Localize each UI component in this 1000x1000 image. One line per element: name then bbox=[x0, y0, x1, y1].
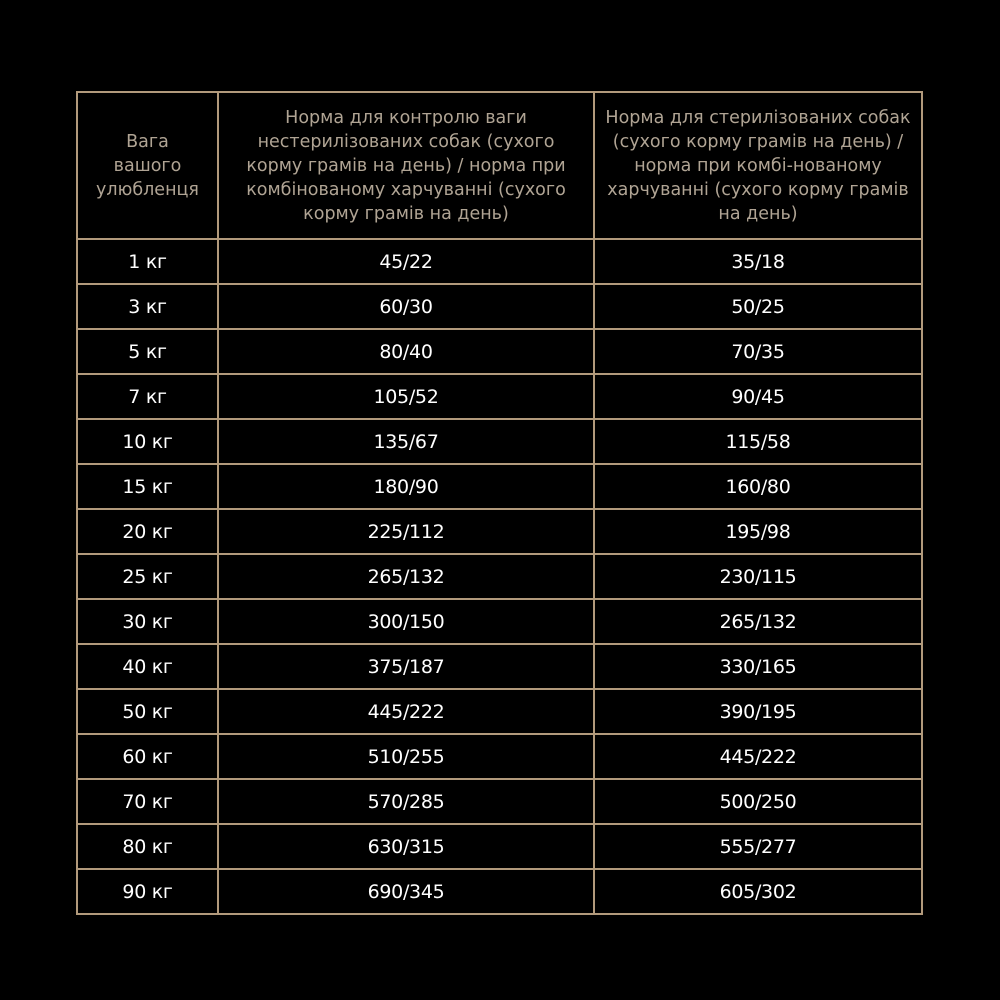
sterilized-norm-cell: 390/195 bbox=[594, 689, 922, 734]
table-row bbox=[77, 419, 922, 464]
sterilized-norm-cell: 90/45 bbox=[594, 374, 922, 419]
weight-cell: 15 кг bbox=[77, 464, 218, 509]
regular-norm-cell: 225/112 bbox=[218, 509, 594, 554]
table-row bbox=[77, 869, 922, 914]
header-weight: Вага вашого улюбленця bbox=[77, 92, 218, 239]
sterilized-norm-cell: 605/302 bbox=[594, 869, 922, 914]
sterilized-norm-cell: 445/222 bbox=[594, 734, 922, 779]
weight-cell: 40 кг bbox=[77, 644, 218, 689]
weight-cell: 7 кг bbox=[77, 374, 218, 419]
table-row bbox=[77, 464, 922, 509]
regular-norm-cell: 60/30 bbox=[218, 284, 594, 329]
weight-cell: 3 кг bbox=[77, 284, 218, 329]
table-row bbox=[77, 509, 922, 554]
sterilized-norm-cell: 555/277 bbox=[594, 824, 922, 869]
regular-norm-cell: 265/132 bbox=[218, 554, 594, 599]
weight-cell: 90 кг bbox=[77, 869, 218, 914]
sterilized-norm-cell: 160/80 bbox=[594, 464, 922, 509]
header-row bbox=[77, 92, 922, 239]
table-row bbox=[77, 239, 922, 284]
sterilized-norm-cell: 115/58 bbox=[594, 419, 922, 464]
weight-cell: 20 кг bbox=[77, 509, 218, 554]
table-row bbox=[77, 599, 922, 644]
header-sterilized-norm: Норма для стерилізованих собак (сухого корму грамів на день) / норма при комбі-нованому харчуванні (сухого корму грамів на день) bbox=[594, 92, 922, 239]
regular-norm-cell: 445/222 bbox=[218, 689, 594, 734]
sterilized-norm-cell: 330/165 bbox=[594, 644, 922, 689]
weight-cell: 80 кг bbox=[77, 824, 218, 869]
regular-norm-cell: 570/285 bbox=[218, 779, 594, 824]
weight-cell: 60 кг bbox=[77, 734, 218, 779]
sterilized-norm-cell: 35/18 bbox=[594, 239, 922, 284]
sterilized-norm-cell: 195/98 bbox=[594, 509, 922, 554]
weight-cell: 30 кг bbox=[77, 599, 218, 644]
table-row bbox=[77, 644, 922, 689]
sterilized-norm-cell: 50/25 bbox=[594, 284, 922, 329]
header-regular-norm: Норма для контролю ваги нестерилізованих собак (сухого корму грамів на день) / норма при комбінованому харчуванні (сухого корму грамів на день) bbox=[218, 92, 594, 239]
regular-norm-cell: 105/52 bbox=[218, 374, 594, 419]
sterilized-norm-cell: 230/115 bbox=[594, 554, 922, 599]
table-row bbox=[77, 734, 922, 779]
sterilized-norm-cell: 70/35 bbox=[594, 329, 922, 374]
table-row bbox=[77, 779, 922, 824]
feeding-norms-table bbox=[76, 91, 923, 915]
table-row bbox=[77, 284, 922, 329]
table-row bbox=[77, 374, 922, 419]
table-row bbox=[77, 329, 922, 374]
table-body bbox=[77, 239, 922, 914]
table-row bbox=[77, 689, 922, 734]
regular-norm-cell: 510/255 bbox=[218, 734, 594, 779]
regular-norm-cell: 180/90 bbox=[218, 464, 594, 509]
regular-norm-cell: 690/345 bbox=[218, 869, 594, 914]
regular-norm-cell: 375/187 bbox=[218, 644, 594, 689]
weight-cell: 10 кг bbox=[77, 419, 218, 464]
sterilized-norm-cell: 265/132 bbox=[594, 599, 922, 644]
weight-cell: 50 кг bbox=[77, 689, 218, 734]
weight-cell: 25 кг bbox=[77, 554, 218, 599]
table-row bbox=[77, 824, 922, 869]
regular-norm-cell: 135/67 bbox=[218, 419, 594, 464]
regular-norm-cell: 80/40 bbox=[218, 329, 594, 374]
regular-norm-cell: 630/315 bbox=[218, 824, 594, 869]
weight-cell: 70 кг bbox=[77, 779, 218, 824]
weight-cell: 5 кг bbox=[77, 329, 218, 374]
regular-norm-cell: 300/150 bbox=[218, 599, 594, 644]
regular-norm-cell: 45/22 bbox=[218, 239, 594, 284]
table-row bbox=[77, 554, 922, 599]
weight-cell: 1 кг bbox=[77, 239, 218, 284]
sterilized-norm-cell: 500/250 bbox=[594, 779, 922, 824]
